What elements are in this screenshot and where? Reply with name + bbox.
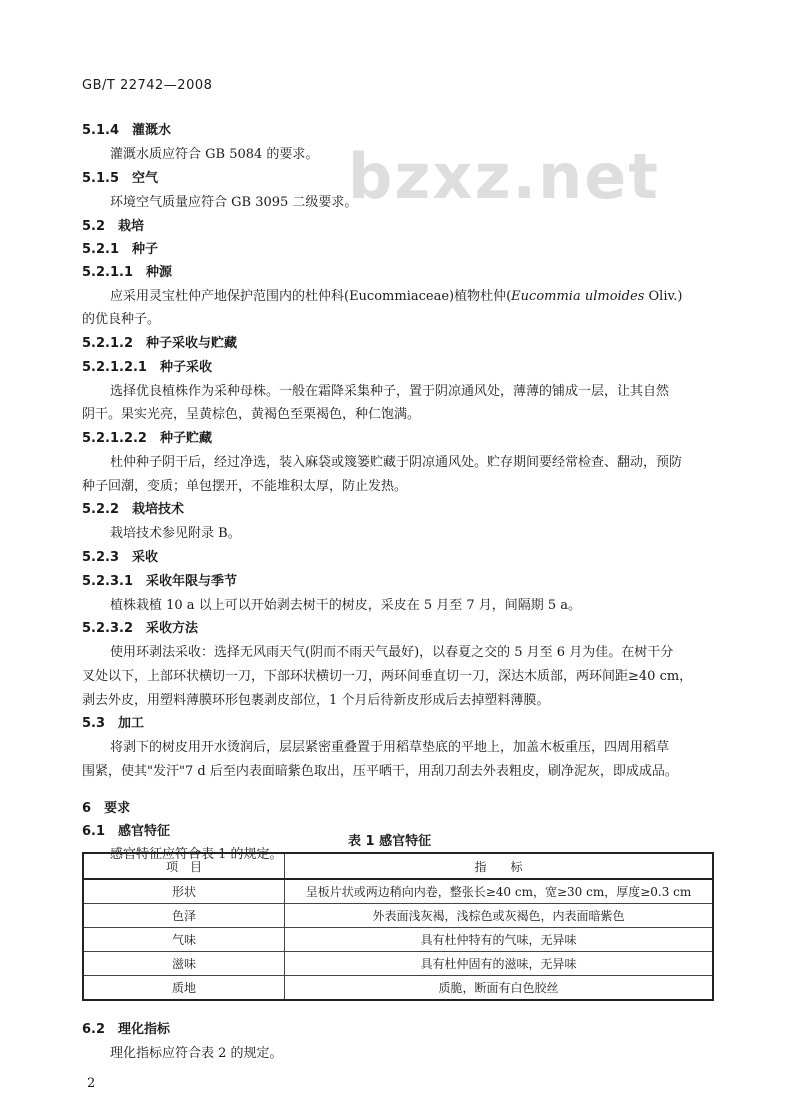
paragraph-5-2-3-2-line2: 叉处以下，上部环状横切一刀，下部环状横切一刀，两环间垂直切一刀，深达木质部，两环间距≥40 cm， [82,669,693,684]
section-heading-6-1: 6.1 感官特征 [82,824,171,839]
table-cell-item: 气味 [83,928,285,952]
table-cell-indicator: 具有杜仲固有的滋味，无异味 [285,952,714,976]
table-cell-indicator: 质脆，断面有白色胶丝 [285,976,714,1001]
table-1-caption: 表 1 感官特征 [348,834,432,849]
paragraph-5-1-5: 环境空气质量应符合 GB 3095 二级要求。 [110,195,358,210]
table-header-item: 项 目 [83,853,285,879]
paragraph-5-2-3-2-line1: 使用环剥法采收：选择无风雨天气(阴而不雨天气最好)，以春夏之交的 5 月至 6 月为佳。在树干分 [110,645,674,660]
section-heading-5-3: 5.3 加工 [82,716,145,731]
section-heading-5-1-5: 5.1.5 空气 [82,171,159,186]
paragraph-5-3-line2: 围紧，使其"发汗"7 d 后至内表面暗紫色取出，压平晒干，用刮刀刮去外表粗皮，刷净泥灰，即成成品。 [82,764,678,779]
section-heading-5-2-1-2: 5.2.1.2 种子采收与贮藏 [82,336,238,351]
paragraph-5-2-1-2-1-line2: 阴干。果实光亮，呈黄棕色，黄褐色至栗褐色，种仁饱满。 [82,407,421,422]
section-heading-5-2-3: 5.2.3 采收 [82,550,159,565]
section-heading-5-1-4: 5.1.4 灌溉水 [82,123,172,138]
section-heading-5-2: 5.2 栽培 [82,219,145,234]
section-heading-5-2-1: 5.2.1 种子 [82,242,159,257]
paragraph-5-3-line1: 将剥下的树皮用开水烫润后，层层紧密重叠置于用稻草垫底的平地上，加盖木板重压，四周用稻草 [110,740,670,755]
table-row [83,976,713,1001]
paragraph-5-2-3-1: 植株栽植 10 a 以上可以开始剥去树干的树皮，采皮在 5 月至 7 月，间隔期 5 a。 [110,598,582,613]
section-heading-5-2-2: 5.2.2 栽培技术 [82,502,185,517]
section-heading-6: 6 要求 [82,801,131,816]
table-header-indicator: 指 标 [285,853,714,879]
standard-number: GB/T 22742—2008 [82,78,213,93]
watermark: bzxz.net [348,140,660,213]
table-cell-indicator: 外表面浅灰褐，浅棕色或灰褐色，内表面暗紫色 [285,904,714,928]
section-heading-5-2-1-2-2: 5.2.1.2.2 种子贮藏 [82,431,213,446]
section-heading-5-2-1-1: 5.2.1.1 种源 [82,265,173,280]
paragraph-6-2: 理化指标应符合表 2 的规定。 [110,1046,283,1061]
table-row [83,904,713,928]
table-cell-item: 色泽 [83,904,285,928]
table-row [83,952,713,976]
section-heading-5-2-1-2-1: 5.2.1.2.1 种子采收 [82,360,213,375]
paragraph-5-2-2: 栽培技术参见附录 B。 [110,526,241,541]
table-cell-item: 质地 [83,976,285,1001]
table-row [83,879,713,904]
section-heading-5-2-3-1: 5.2.3.1 采收年限与季节 [82,574,238,589]
paragraph-5-2-1-1-line2: 的优良种子。 [82,312,161,327]
paragraph-6-1: 感官特征应符合表 1 的规定。 [110,847,283,862]
paragraph-5-1-4: 灌溉水质应符合 GB 5084 的要求。 [110,147,319,162]
table-cell-indicator: 具有杜仲特有的气味，无异味 [285,928,714,952]
table-cell-item: 形状 [83,879,285,904]
paragraph-5-2-1-2-2-line1: 杜仲种子阴干后，经过净选，装入麻袋或篾篓贮藏于阴凉通风处。贮存期间要经常检查、翻动，预防 [110,455,683,470]
section-heading-6-2: 6.2 理化指标 [82,1022,171,1037]
table-cell-indicator: 呈板片状或两边稍向内卷，整张长≥40 cm，宽≥30 cm，厚度≥0.3 cm [285,879,714,904]
paragraph-5-2-1-2-2-line2: 种子回潮，变质；单包摆开，不能堆积太厚，防止发热。 [82,479,408,494]
table-cell-item: 滋味 [83,952,285,976]
table-row [83,928,713,952]
table-1 [82,852,714,1001]
paragraph-5-2-3-2-line3: 剥去外皮，用塑料薄膜环形包裹剥皮部位，1 个月后待新皮形成后去掉塑料薄膜。 [82,693,550,708]
page-number: 2 [87,1076,96,1091]
section-heading-5-2-3-2: 5.2.3.2 采收方法 [82,621,199,636]
paragraph-5-2-1-2-1-line1: 选择优良植株作为采种母株。一般在霜降采集种子，置于阴凉通风处，薄薄的铺成一层，让其自然 [110,384,670,399]
paragraph-5-2-1-1-line1: 应采用灵宝杜仲产地保护范围内的杜仲科(Eucommiaceae)植物杜仲(Eucommia ulmoides Oliv.) [110,289,683,304]
table-header-row [83,853,713,879]
